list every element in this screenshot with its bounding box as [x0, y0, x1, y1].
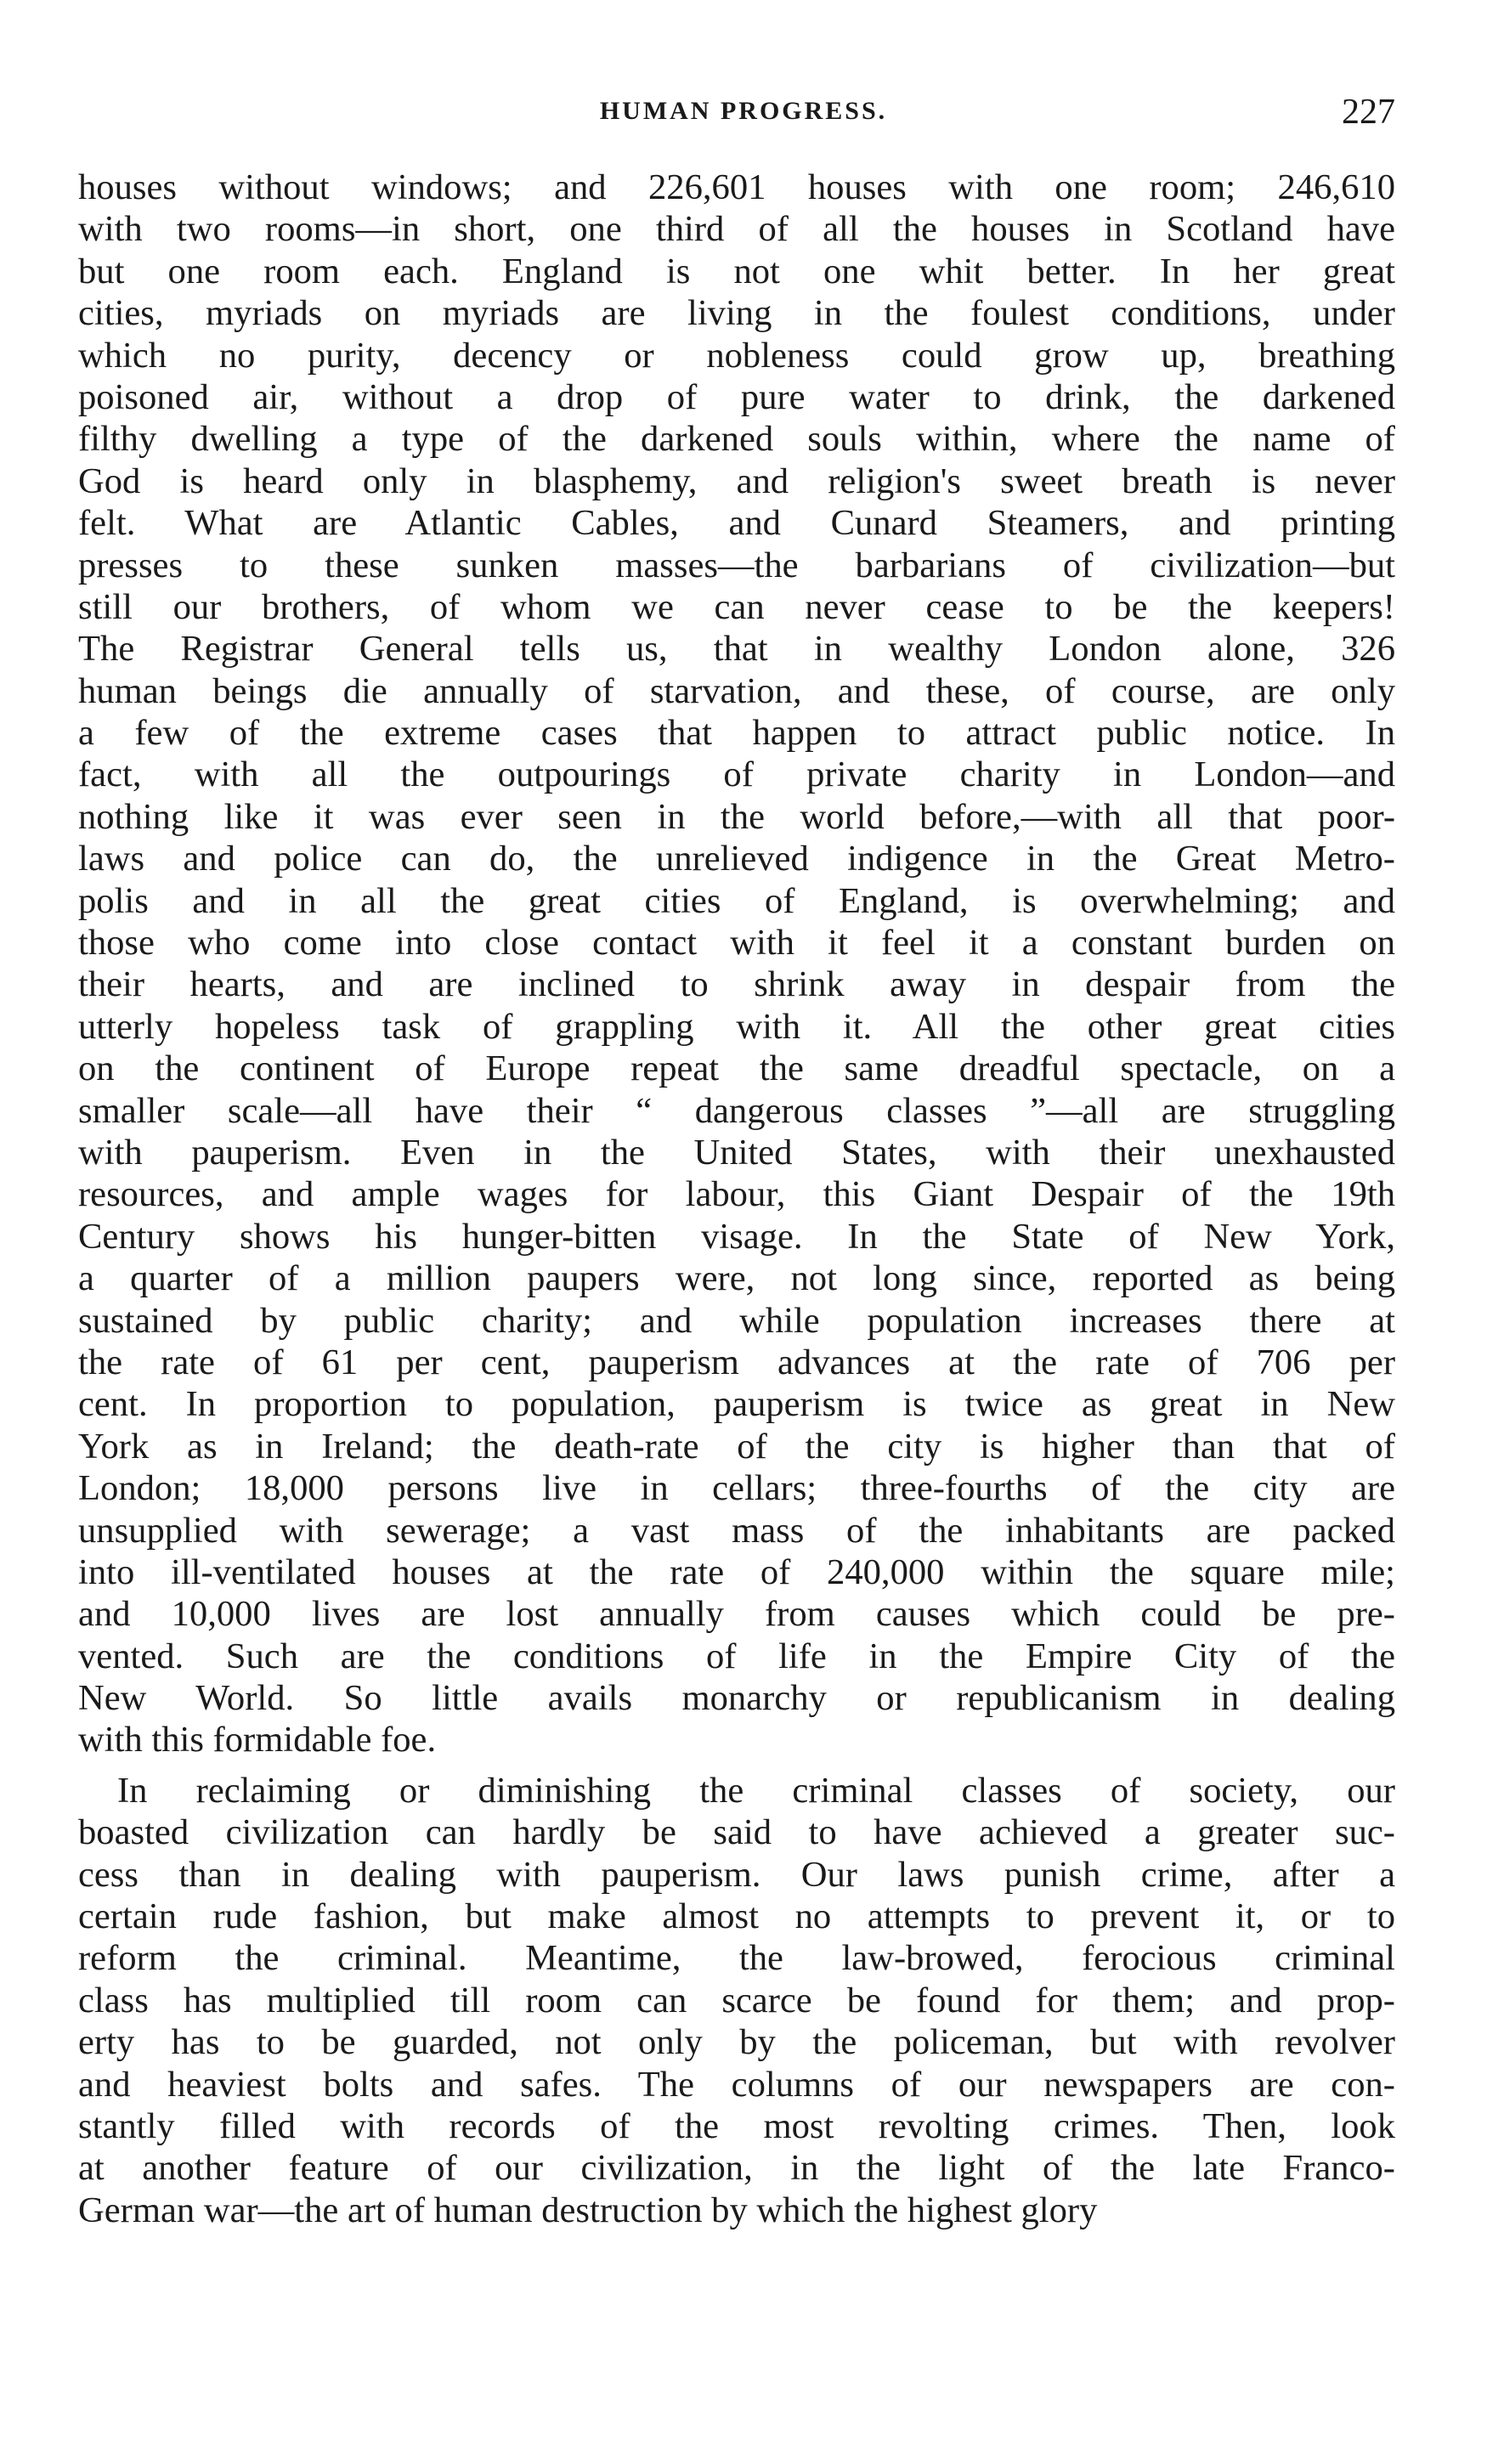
text-line: cities, myriads on myriads are living in the foulest conditions, under	[78, 293, 1395, 334]
text-line: and heaviest bolts and safes. The columns of our newspapers are con-	[78, 2064, 1395, 2105]
text-line: with pauperism. Even in the United States, with their unexhausted	[78, 1132, 1395, 1173]
text-line: God is heard only in blasphemy, and religion's sweet breath is never	[78, 461, 1395, 501]
text-line: New World. So little avails monarchy or republicanism in dealing	[78, 1678, 1395, 1719]
text-line: stantly filled with records of the most revolting crimes. Then, look	[78, 2105, 1395, 2146]
paragraph	[78, 1770, 1395, 2231]
text-line: with two rooms—in short, one third of all the houses in Scotland have	[78, 209, 1395, 250]
text-line: nothing like it was ever seen in the world before,—with all that poor-	[78, 796, 1395, 837]
text-line: erty has to be guarded, not only by the policeman, but with revolver	[78, 2022, 1395, 2063]
text-line: a quarter of a million paupers were, not long since, reported as being	[78, 1258, 1395, 1299]
text-line: those who come into close contact with it feel it a constant burden on	[78, 923, 1395, 964]
text-line: laws and police can do, the unrelieved indigence in the Great Metro-	[78, 839, 1395, 879]
text-line: into ill-ventilated houses at the rate of 240,000 within the square mile;	[78, 1551, 1395, 1592]
running-title: HUMAN PROGRESS.	[599, 97, 888, 125]
text-line: but one room each. England is not one whit better. In her great	[78, 251, 1395, 291]
text-line: which no purity, decency or nobleness could grow up, breathing	[78, 335, 1395, 376]
text-line: cess than in dealing with pauperism. Our laws punish crime, after a	[78, 1854, 1395, 1895]
text-line: London; 18,000 persons live in cellars; three-fourths of the city are	[78, 1468, 1395, 1509]
text-line: filthy dwelling a type of the darkened souls within, where the name of	[78, 419, 1395, 460]
text-line: felt. What are Atlantic Cables, and Cunard Steamers, and printing	[78, 503, 1395, 544]
text-line: certain rude fashion, but make almost no attempts to prevent it, or to	[78, 1896, 1395, 1937]
text-line: still our brothers, of whom we can never cease to be the keepers!	[78, 586, 1395, 627]
text-line: boasted civilization can hardly be said to have achieved a greater suc-	[78, 1812, 1395, 1853]
text-line: and 10,000 lives are lost annually from causes which could be pre-	[78, 1594, 1395, 1635]
page-number: 227	[1342, 93, 1395, 132]
text-line: reform the criminal. Meantime, the law-browed, ferocious criminal	[78, 1938, 1395, 1979]
text-line: resources, and ample wages for labour, this Giant Despair of the 19th	[78, 1174, 1395, 1215]
text-line: polis and in all the great cities of England, is overwhelming; and	[78, 880, 1395, 921]
text-line: sustained by public charity; and while population increases there at	[78, 1300, 1395, 1341]
text-line: vented. Such are the conditions of life in the Empire City of the	[78, 1636, 1395, 1676]
text-line: The Registrar General tells us, that in wealthy London alone, 326	[78, 629, 1395, 670]
text-line: fact, with all the outpourings of private charity in London—and	[78, 754, 1395, 795]
text-line: their hearts, and are inclined to shrink away in despair from the	[78, 964, 1395, 1005]
text-line: In reclaiming or diminishing the criminal classes of society, our	[117, 1770, 1395, 1811]
text-line: unsupplied with sewerage; a vast mass of the inhabitants are packed	[78, 1510, 1395, 1551]
text-line: class has multiplied till room can scarce be found for them; and prop-	[78, 1980, 1395, 2020]
text-line: German war—the art of human destruction by which the highest glory	[78, 2190, 1098, 2230]
text-line: the rate of 61 per cent, pauperism advances at the rate of 706 per	[78, 1342, 1395, 1382]
text-line: poisoned air, without a drop of pure water to drink, the darkened	[78, 376, 1395, 417]
text-line: cent. In proportion to population, pauperism is twice as great in New	[78, 1384, 1395, 1425]
running-header	[0, 92, 1487, 134]
text-line: at another feature of our civilization, in the light of the late Franco-	[78, 2148, 1395, 2189]
paragraph	[78, 167, 1395, 1761]
text-line: with this formidable foe.	[78, 1720, 437, 1760]
text-line: a few of the extreme cases that happen to attract public notice. In	[78, 713, 1395, 754]
text-line: York as in Ireland; the death-rate of the city is higher than that of	[78, 1426, 1395, 1467]
text-line: utterly hopeless task of grappling with it. All the other great cities	[78, 1006, 1395, 1047]
text-line: houses without windows; and 226,601 houses with one room; 246,610	[78, 167, 1395, 207]
text-line: Century shows his hunger-bitten visage. In the State of New York,	[78, 1216, 1395, 1257]
text-line: presses to these sunken masses—the barbarians of civilization—but	[78, 545, 1395, 585]
text-line: human beings die annually of starvation, and these, of course, are only	[78, 670, 1395, 711]
text-line: on the continent of Europe repeat the same dreadful spectacle, on a	[78, 1048, 1395, 1089]
paragraph-gap	[78, 1761, 1395, 1770]
text-line: smaller scale—all have their “ dangerous classes ”—all are struggling	[78, 1090, 1395, 1131]
body-text	[78, 167, 1395, 2231]
